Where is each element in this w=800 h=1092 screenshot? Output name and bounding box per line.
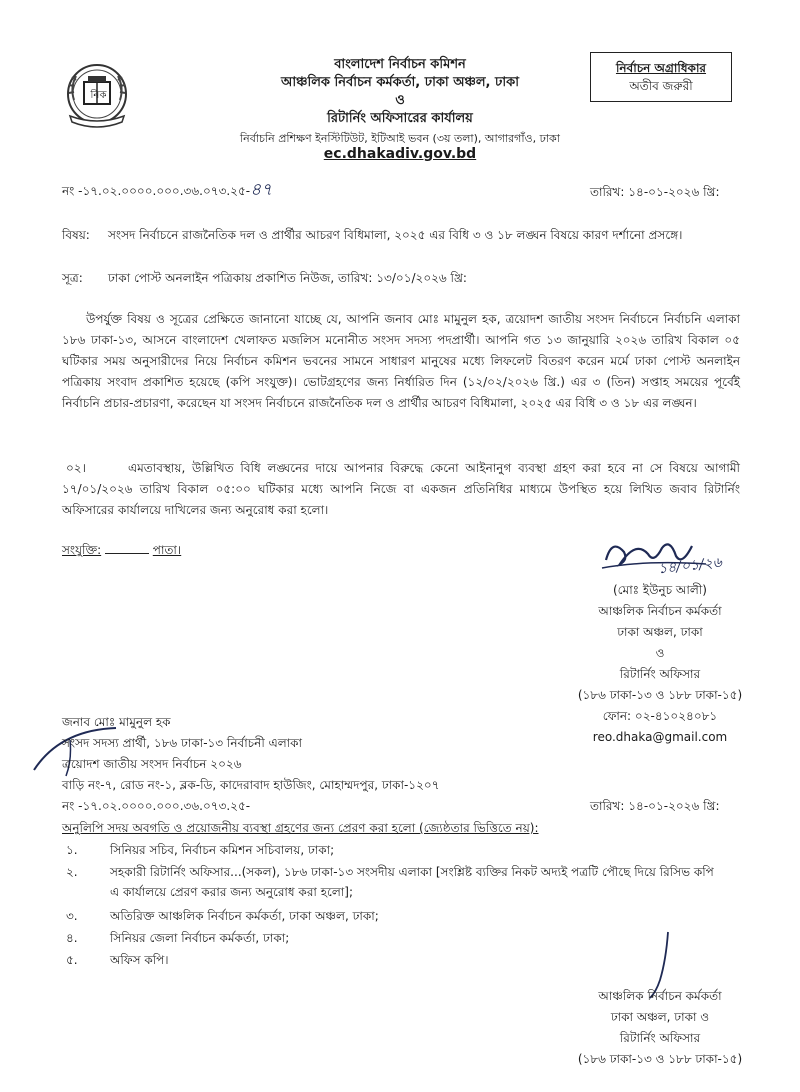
header-website: ec.dhakadiv.gov.bd: [323, 146, 477, 162]
memo-date: তারিখ: ১৪-০১-২০২৬ খ্রি:: [590, 185, 720, 199]
signatory-and: ও: [655, 646, 665, 660]
copy-item-5-number: ৫.: [66, 953, 78, 967]
header-commission: বাংলাদেশ নির্বাচন কমিশন: [334, 57, 466, 72]
body-paragraph-2: এমতাবস্থায়, উল্লিখিত বিধি লঙ্ঘনের দায়ে আপনার বিরুদ্ধে কেনো আইনানুগ ব্যবস্থা গ্রহণ করা হবে না সে বিষয়ে আগামী ১৭/০১/২০২৬ তারিখ বিকাল ০৫:০০ ঘটিকার মধ্যে আপনি নিজে বা একজন প্রতিনিধির মাধ্যমে উপস্থিত হয়ে লিখিত জবাব রিটার্নিং অফিসারের কার্যালয়ে দাখিলের জন্য অনুরোধ করা হলো।: [62, 461, 740, 517]
signatory-role: রিটার্নিং অফিসার: [619, 667, 701, 681]
priority-box: [590, 52, 732, 102]
footer-signatory-constituency: (১৮৬ ঢাকা-১৩ ও ১৮৮ ঢাকা-১৫): [577, 1052, 743, 1066]
recipient-name: জনাব মোঃ মামুনুল হক: [62, 715, 171, 729]
signatory-designation: আঞ্চলিক নির্বাচন কর্মকর্তা: [598, 604, 722, 618]
copy-item-5: অফিস কপি।: [110, 953, 169, 967]
priority-label: নির্বাচন অগ্রাধিকার: [615, 61, 707, 75]
memo-number-handwritten: ৪৭: [250, 180, 273, 200]
copy-item-3: অতিরিক্ত আঞ্চলিক নির্বাচন কর্মকর্তা, ঢাকা অঞ্চল, ঢাকা;: [110, 909, 379, 923]
footer-signatory-designation: আঞ্চলিক নির্বাচন কর্মকর্তা: [598, 989, 722, 1003]
signatory-email: reo.dhaka@gmail.com: [592, 730, 728, 744]
copy-memo-date: তারিখ: ১৪-০১-২০২৬ খ্রি:: [590, 799, 720, 813]
signatory-constituency: (১৮৬ ঢাকা-১৩ ও ১৮৮ ঢাকা-১৫): [577, 688, 743, 702]
header-address: নির্বাচনি প্রশিক্ষণ ইনস্টিটিউট, ইটিআই ভবন (৩য় তলা), আগারগাঁও, ঢাকা: [240, 132, 560, 145]
subject-label: বিষয়:: [62, 228, 90, 242]
footer-signatory-region: ঢাকা অঞ্চল, ঢাকা ও: [610, 1010, 710, 1024]
body-paragraph-1: উপর্যুক্ত বিষয় ও সূত্রের প্রেক্ষিতে জানানো যাচ্ছে যে, আপনি জনাব মোঃ মামুনুল হক, ত্রয়োদশ জাতীয় সংসদ নির্বাচনে নির্বাচনি এলাকা ১৮৬ ঢাকা-১৩, আসনে বাংলাদেশ খেলাফত মজলিস মনোনীত সংসদ সদস্য পদপ্রার্থী। আপনি গত ১৩ জানুয়ারি ২০২৬ তারিখ বিকাল ০৫ ঘটিকার সময় অনুসারীদের নিয়ে নির্বাচন কমিশন ভবনের সামনে সাধারণ মানুষের মধ্যে লিফলেট বিতরণ করেন মর্মে ঢাকা পোস্ট অনলাইন পত্রিকায় সংবাদ প্রকাশিত হয়েছে (কপি সংযুক্ত)। ভোটগ্রহণের জন্য নির্ধারিত দিন (১২/০২/২০২৬ খ্রি.) এর ৩ (তিন) সপ্তাহ সময়ের পূর্বেই নির্বাচনি প্রচার-প্রচারণা, করেছেন যা সংসদ নির্বাচনে রাজনৈতিক দল ও প্রার্থীর আচরণ বিধিমালা, ২০২৫ এর বিধি ৩ ও ১৮ এর লঙ্ঘন।: [62, 312, 740, 410]
copy-item-2: সহকারী রিটার্নিং অফিসার...(সকল), ১৮৬ ঢাকা-১৩ সংসদীয় এলাকা [সংশ্লিষ্ট ব্যক্তির নিকট অদ্যই পত্রটি পৌছে দিয়ে রিসিভ কপি: [110, 865, 714, 879]
subject-text: সংসদ নির্বাচনে রাজনৈতিক দল ও প্রার্থীর আচরণ বিধিমালা, ২০২৫ এর বিধি ৩ ও ১৮ লঙ্ঘন বিষয়ে কারণ দর্শানো প্রসঙ্গে।: [108, 228, 683, 242]
copy-item-4: সিনিয়র জেলা নির্বাচন কর্মকর্তা, ঢাকা;: [110, 931, 290, 945]
copy-item-2-number: ২.: [66, 865, 78, 879]
memo-number: [62, 180, 272, 201]
footer-signatory-role: রিটার্নিং অফিসার: [619, 1031, 701, 1045]
recipient-address: বাড়ি নং-৭, রোড নং-১, ব্লক-ডি, কাদেরাবাদ হাউজিং, মোহাম্মদপুর, ঢাকা-১২০৭: [62, 778, 440, 792]
copy-item-3-number: ৩.: [66, 909, 78, 923]
header-and: ও: [395, 93, 405, 108]
svg-text:ক: ক: [99, 90, 107, 101]
footer-signatory-block: [560, 986, 760, 1070]
reference-text: ঢাকা পোস্ট অনলাইন পত্রিকায় প্রকাশিত নিউজ, তারিখ: ১৩/০১/২০২৬ খ্রি:: [108, 271, 467, 285]
svg-text:নি: নি: [90, 90, 100, 101]
signatory-phone: ফোন: ০২-৪১০২৪০৮১: [602, 709, 718, 723]
signature-date: ১৪/০১/২৬: [657, 554, 723, 578]
copy-item-2-continued: এ কার্যালয়ে প্রেরণ করার জন্য অনুরোধ করা হলো];: [110, 885, 353, 899]
signatory-region: ঢাকা অঞ্চল, ঢাকা: [617, 625, 703, 639]
header-office: আঞ্চলিক নির্বাচন কর্মকর্তা, ঢাকা অঞ্চল, ঢাকা: [280, 75, 519, 90]
enclosure-label: সংযুক্তি:: [62, 543, 102, 557]
copies-heading: অনুলিপি সদয় অবগতি ও প্রয়োজনীয় ব্যবস্থা গ্রহণের জন্য প্রেরণ করা হলো (জ্যেষ্ঠতার ভিত্তিতে নয়):: [62, 821, 539, 835]
recipient-candidacy: সংসদ সদস্য প্রার্থী, ১৮৬ ঢাকা-১৩ নির্বাচনী এলাকা: [62, 736, 302, 750]
memo-number-prefix: নং -১৭.০২.০০০০.০০০.৩৬.০৭৩.২৫-: [62, 184, 251, 198]
copy-memo-number: নং -১৭.০২.০০০০.০০০.৩৬.০৭৩.২৫-: [62, 799, 251, 813]
enclosure: [62, 540, 181, 560]
copy-item-4-number: ৪.: [66, 931, 78, 945]
recipient-election: ত্রয়োদশ জাতীয় সংসদ নির্বাচন ২০২৬: [62, 757, 242, 771]
header-returning-office: রিটার্নিং অফিসারের কার্যালয়: [327, 111, 473, 126]
copy-item-1: সিনিয়র সচিব, নির্বাচন কমিশন সচিবালয়, ঢাকা;: [110, 843, 335, 857]
copy-item-1-number: ১.: [66, 843, 78, 857]
body-paragraph-2-number: ০২।: [66, 461, 86, 475]
urgency-label: অতীব জরুরী: [629, 79, 693, 93]
enclosure-value: পাতা।: [152, 543, 182, 557]
signatory-name: (মোঃ ইউনুচ আলী): [612, 583, 707, 597]
signatory-block: [560, 580, 760, 748]
reference-label: সূত্র:: [62, 271, 83, 285]
